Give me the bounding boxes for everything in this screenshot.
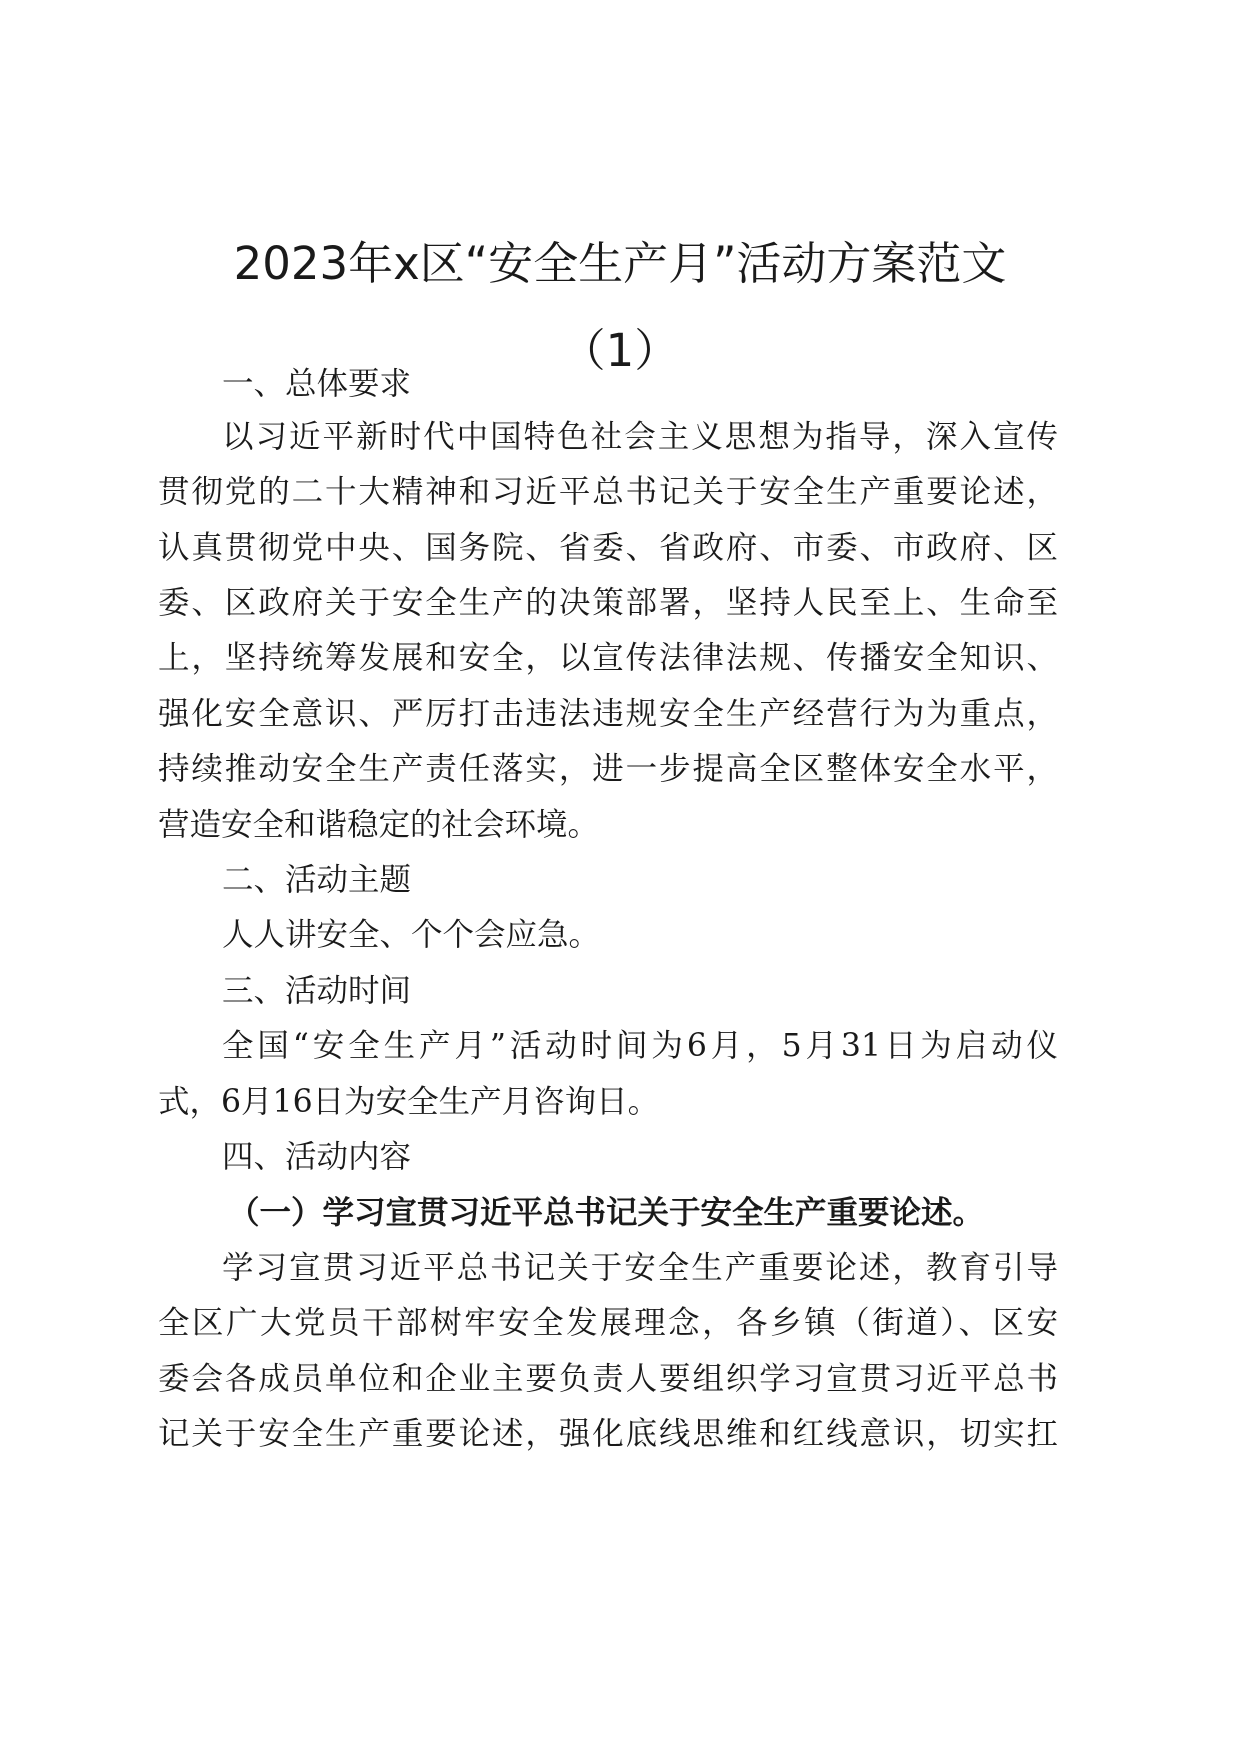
paragraph-line: 认真贯彻党中央、国务院、省委、省政府、市委、市政府、区 [158, 530, 1058, 566]
paragraph-line: 强化安全意识、严厉打击违法违规安全生产经营行为为重点， [158, 696, 1058, 732]
paragraph-line: 式，6月16日为安全生产月咨询日。 [158, 1084, 660, 1120]
document-title-line-1: 2023年x区“安全生产月”活动方案范文 [233, 237, 1007, 290]
section-heading-activity-content: 四、活动内容 [222, 1139, 412, 1175]
paragraph-line: 全区广大党员干部树牢安全发展理念，各乡镇（街道）、区安 [158, 1305, 1058, 1341]
paragraph-line: 委会各成员单位和企业主要负责人要组织学习宣贯习近平总书 [158, 1361, 1058, 1397]
paragraph-line: 委、区政府关于安全生产的决策部署，坚持人民至上、生命至 [158, 585, 1058, 621]
paragraph-line: 学习宣贯习近平总书记关于安全生产重要论述，教育引导 [222, 1250, 1058, 1286]
paragraph-line: 上，坚持统筹发展和安全，以宣传法律法规、传播安全知识、 [158, 640, 1058, 676]
paragraph-line: 全国“安全生产月”活动时间为6月，5月31日为启动仪 [222, 1028, 1058, 1064]
section-heading-general-requirements: 一、总体要求 [222, 366, 412, 402]
subsection-heading-study: （一）学习宣贯习近平总书记关于安全生产重要论述。 [228, 1194, 985, 1231]
document-title-line-2: （1） [560, 324, 680, 377]
paragraph-line: 贯彻党的二十大精神和习近平总书记关于安全生产重要论述， [158, 474, 1058, 510]
paragraph-line: 人人讲安全、个个会应急。 [222, 917, 601, 953]
paragraph-line: 记关于安全生产重要论述，强化底线思维和红线意识，切实扛 [158, 1416, 1058, 1452]
section-heading-activity-theme: 二、活动主题 [222, 862, 412, 898]
paragraph-line: 以习近平新时代中国特色社会主义思想为指导，深入宣传 [222, 419, 1058, 455]
section-heading-activity-time: 三、活动时间 [222, 973, 412, 1009]
paragraph-line: 持续推动安全生产责任落实，进一步提高全区整体安全水平， [158, 751, 1058, 787]
paragraph-line: 营造安全和谐稳定的社会环境。 [158, 807, 600, 843]
